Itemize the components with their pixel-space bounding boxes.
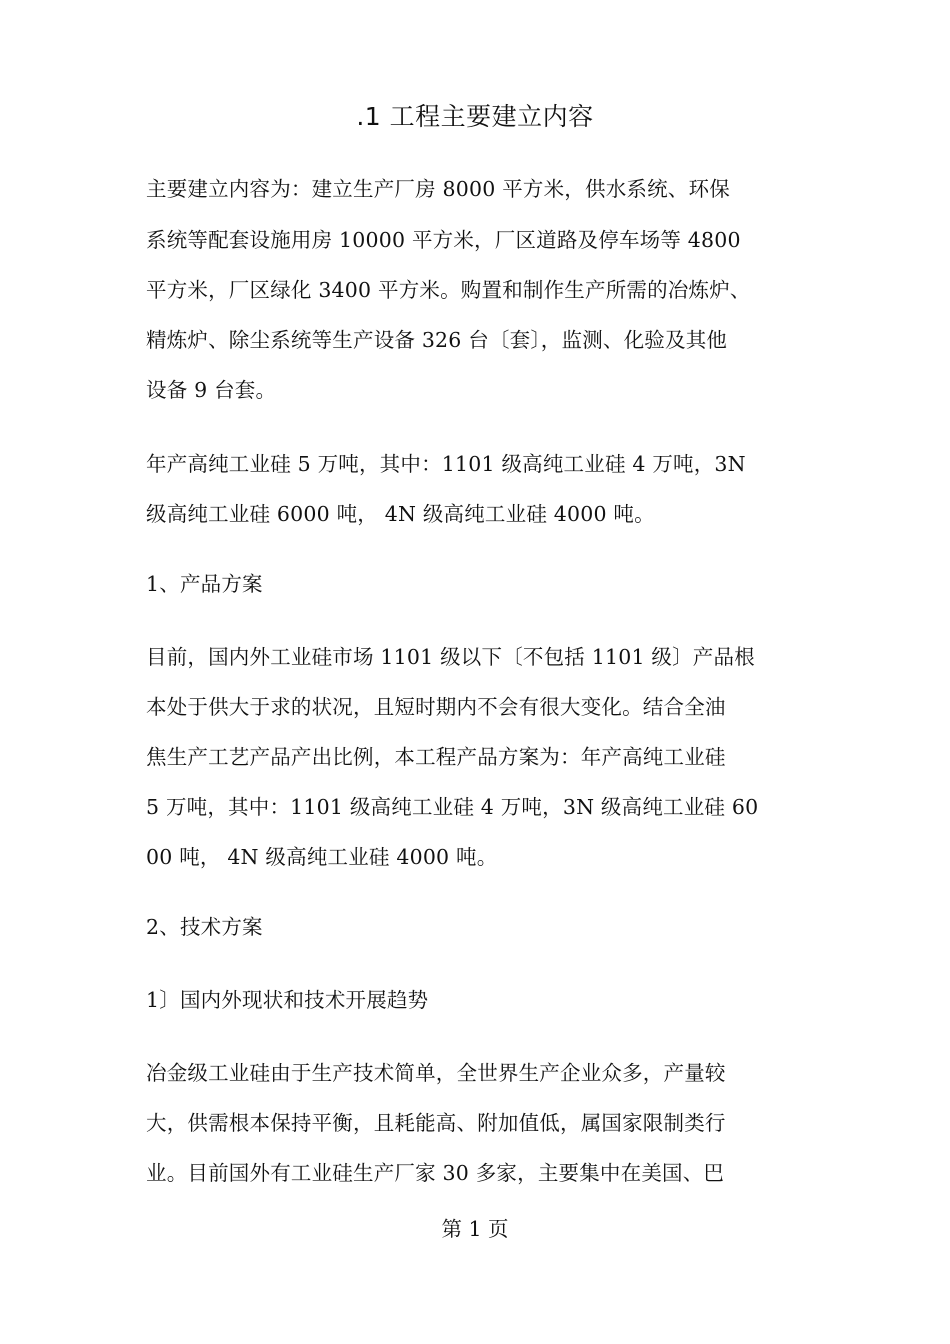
heading-tech-plan: 2、技术方案: [146, 915, 263, 939]
text-line: 级高纯工业硅 6000 吨， 4N 级高纯工业硅 4000 吨。: [146, 502, 655, 526]
text-line: 年产高纯工业硅 5 万吨，其中：1101 级高纯工业硅 4 万吨，3N: [146, 452, 746, 476]
text-line: 大，供需根本保持平衡，且耗能高、附加值低，属国家限制类行: [146, 1111, 726, 1135]
text-line: 目前，国内外工业硅市场 1101 级以下〔不包括 1101 级〕产品根: [146, 645, 755, 669]
text-line: 设备 9 台套。: [146, 378, 277, 402]
text-line: 主要建立内容为：建立生产厂房 8000 平方米，供水系统、环保: [146, 177, 730, 201]
text-line: 系统等配套设施用房 10000 平方米，厂区道路及停车场等 4800: [146, 228, 741, 252]
text-line: 5 万吨，其中：1101 级高纯工业硅 4 万吨，3N 级高纯工业硅 60: [146, 795, 759, 819]
section-title: .1 工程主要建立内容: [356, 102, 594, 131]
page-number: 第 1 页: [441, 1217, 509, 1241]
subheading-status-trend: 1〕国内外现状和技术开展趋势: [146, 988, 429, 1012]
text-line: 精炼炉、除尘系统等生产设备 326 台〔套〕，监测、化验及其他: [146, 328, 728, 352]
text-line: 本处于供大于求的状况，且短时期内不会有很大变化。结合全油: [146, 695, 726, 719]
heading-product-plan: 1、产品方案: [146, 572, 263, 596]
text-line: 焦生产工艺产品产出比例，本工程产品方案为：年产高纯工业硅: [146, 745, 726, 769]
text-line: 00 吨， 4N 级高纯工业硅 4000 吨。: [146, 845, 498, 869]
text-line: 冶金级工业硅由于生产技术简单，全世界生产企业众多，产量较: [146, 1061, 726, 1085]
text-line: 平方米，厂区绿化 3400 平方米。购置和制作生产所需的冶炼炉、: [146, 278, 751, 302]
text-line: 业。目前国外有工业硅生产厂家 30 多家，主要集中在美国、巴: [146, 1161, 725, 1185]
